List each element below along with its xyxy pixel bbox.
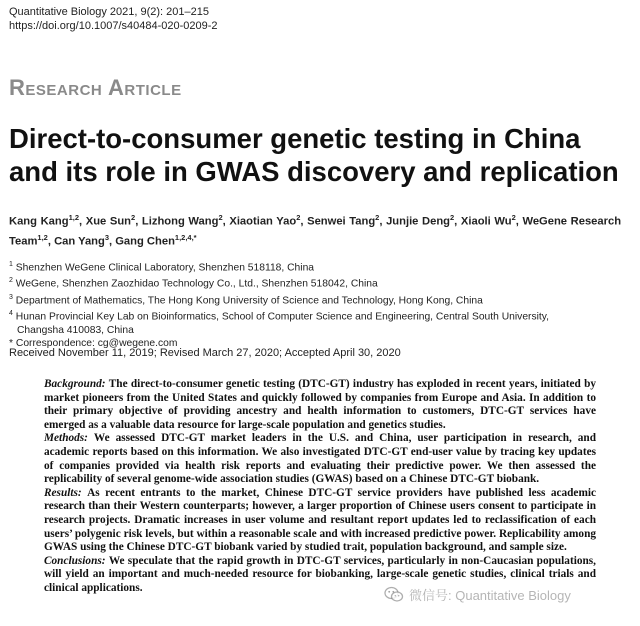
author-affiliation-marker: 1,2: [37, 232, 48, 242]
abstract-methods-head: Methods:: [44, 432, 88, 445]
author-name: Gang Chen: [115, 235, 175, 248]
author-affiliation-marker: 2: [375, 213, 380, 222]
affiliation-4-continued: Changsha 410083, China: [17, 324, 134, 336]
author-name: Xue Sun: [85, 215, 132, 228]
author-name: Junjie Deng: [386, 215, 450, 228]
author-name: Kang Kang: [9, 215, 69, 228]
abstract-conclusions-text: We speculate that the rapid growth in DTC-GT services, particularly in non-Caucasian populations, will yield an important and much-needed resource for biobanking, large-scale genetic studies, clinical trials and clinical applications.: [44, 554, 596, 594]
author-affiliation-marker: 1,2,4,*: [174, 232, 197, 242]
author-affiliation-marker: 2: [296, 213, 301, 222]
author-name: Xiaoli Wu: [460, 215, 512, 228]
author-name: Lizhong Wang: [141, 215, 219, 228]
author-affiliation-marker: 2: [218, 213, 223, 222]
affiliations: [9, 258, 629, 350]
author-name: Senwei Tang: [307, 215, 376, 228]
journal-citation: Quantitative Biology 2021, 9(2): 201–215: [9, 6, 209, 18]
author-name: Can Yang: [54, 235, 105, 248]
author-affiliation-marker: 3: [104, 232, 110, 242]
title-line-1: Direct-to-consumer genetic testing in China: [9, 123, 581, 154]
abstract: [44, 378, 596, 596]
author-affiliation-marker: 2: [450, 213, 455, 222]
correspondence: * Correspondence: cg@wegene.com: [9, 337, 178, 349]
abstract-background-text: The direct-to-consumer genetic testing (DTC-GT) industry has exploded in recent years, initiated by market pioneers from the United States and quickly followed by companies from Europe and Asia. In addition to their primary objective of providing ancestry and health information to customers, DTC-GT services have emerged as a valuable data resource for large-scale population and genetics studies.: [44, 378, 596, 431]
section-label: Research Article: [9, 75, 182, 100]
doi-link[interactable]: https://doi.org/10.1007/s40484-020-0209-2: [9, 20, 218, 32]
affiliation-1: $^1$ Shenzhen WeGene Clinical Laboratory, Shenzhen 518118, China: [9, 261, 315, 274]
abstract-results-head: Results:: [44, 486, 82, 499]
abstract-background: [44, 378, 596, 432]
abstract-background-head: Background:: [44, 378, 106, 390]
title-line-2: and its role in GWAS discovery and replication: [9, 156, 619, 187]
article-title: [9, 122, 634, 188]
abstract-results-text: As recent entrants to the market, Chinese DTC-GT service providers have published less academic research than their Western counterparts; however, a larger proportion of Chinese users consent to participate in research projects. Dramatic increases in user volume and resultant report updates led to reclassification of each users’ polygenic risk levels, but within a reasonable scale and with increased predictive power. Replicability among GWAS using the Chinese DTC-GT biobank varied by studied trait, population background, and sample size.: [44, 486, 597, 554]
wechat-icon: [384, 586, 404, 603]
author-affiliation-marker: 2: [131, 213, 136, 222]
abstract-methods: [44, 432, 596, 486]
author-affiliation-marker: 1,2: [68, 213, 79, 222]
affiliation-4: $^4$ Hunan Provincial Key Lab on Bioinformatics, School of Computer Science and Engineering, Central South University,: [9, 310, 550, 323]
abstract-results: [44, 487, 596, 555]
author-name: Xiaotian Yao: [229, 215, 297, 228]
affiliation-2: $^2$ WeGene, Shenzhen Zaozhidao Technology Co., Ltd., Shenzhen 518042, China: [9, 277, 378, 290]
abstract-methods-text: We assessed DTC-GT market leaders in the U.S. and China, user participation in research, and academic reports based on this information. We also investigated DTC-GT end-user value by tracing key updates of companies provided via health risk reports and evaluating their predictive power. We then assessed the replicability of several genome-wide association studies (GWAS) based on a Chinese DTC-GT biobank.: [44, 432, 596, 486]
author-affiliation-marker: 2: [511, 213, 516, 222]
watermark-text: 微信号: Quantitative Biology: [409, 588, 571, 603]
affiliation-3: $^3$ Department of Mathematics, The Hong Kong University of Science and Technology, Hong Kong, China: [9, 293, 483, 307]
received-dates: Received November 11, 2019; Revised March 27, 2020; Accepted April 30, 2020: [9, 347, 401, 359]
wechat-watermark: [384, 585, 571, 604]
author-list: Kang Kang$^{1,2}$, Xue Sun$^2$, Lizhong Wang$^2$, Xiaotian Yao$^2$, Senwei Tang$^2$, Junjie Deng$^2$, Xiaoli Wu$^2$, WeGene Research Team$^{1,2}$, Can Yang$^3$, Gang Chen$^{1,2,4,*}$: [9, 213, 622, 248]
abstract-conclusions-head: Conclusions:: [44, 554, 106, 567]
author-name: WeGene Research Team: [9, 215, 622, 248]
